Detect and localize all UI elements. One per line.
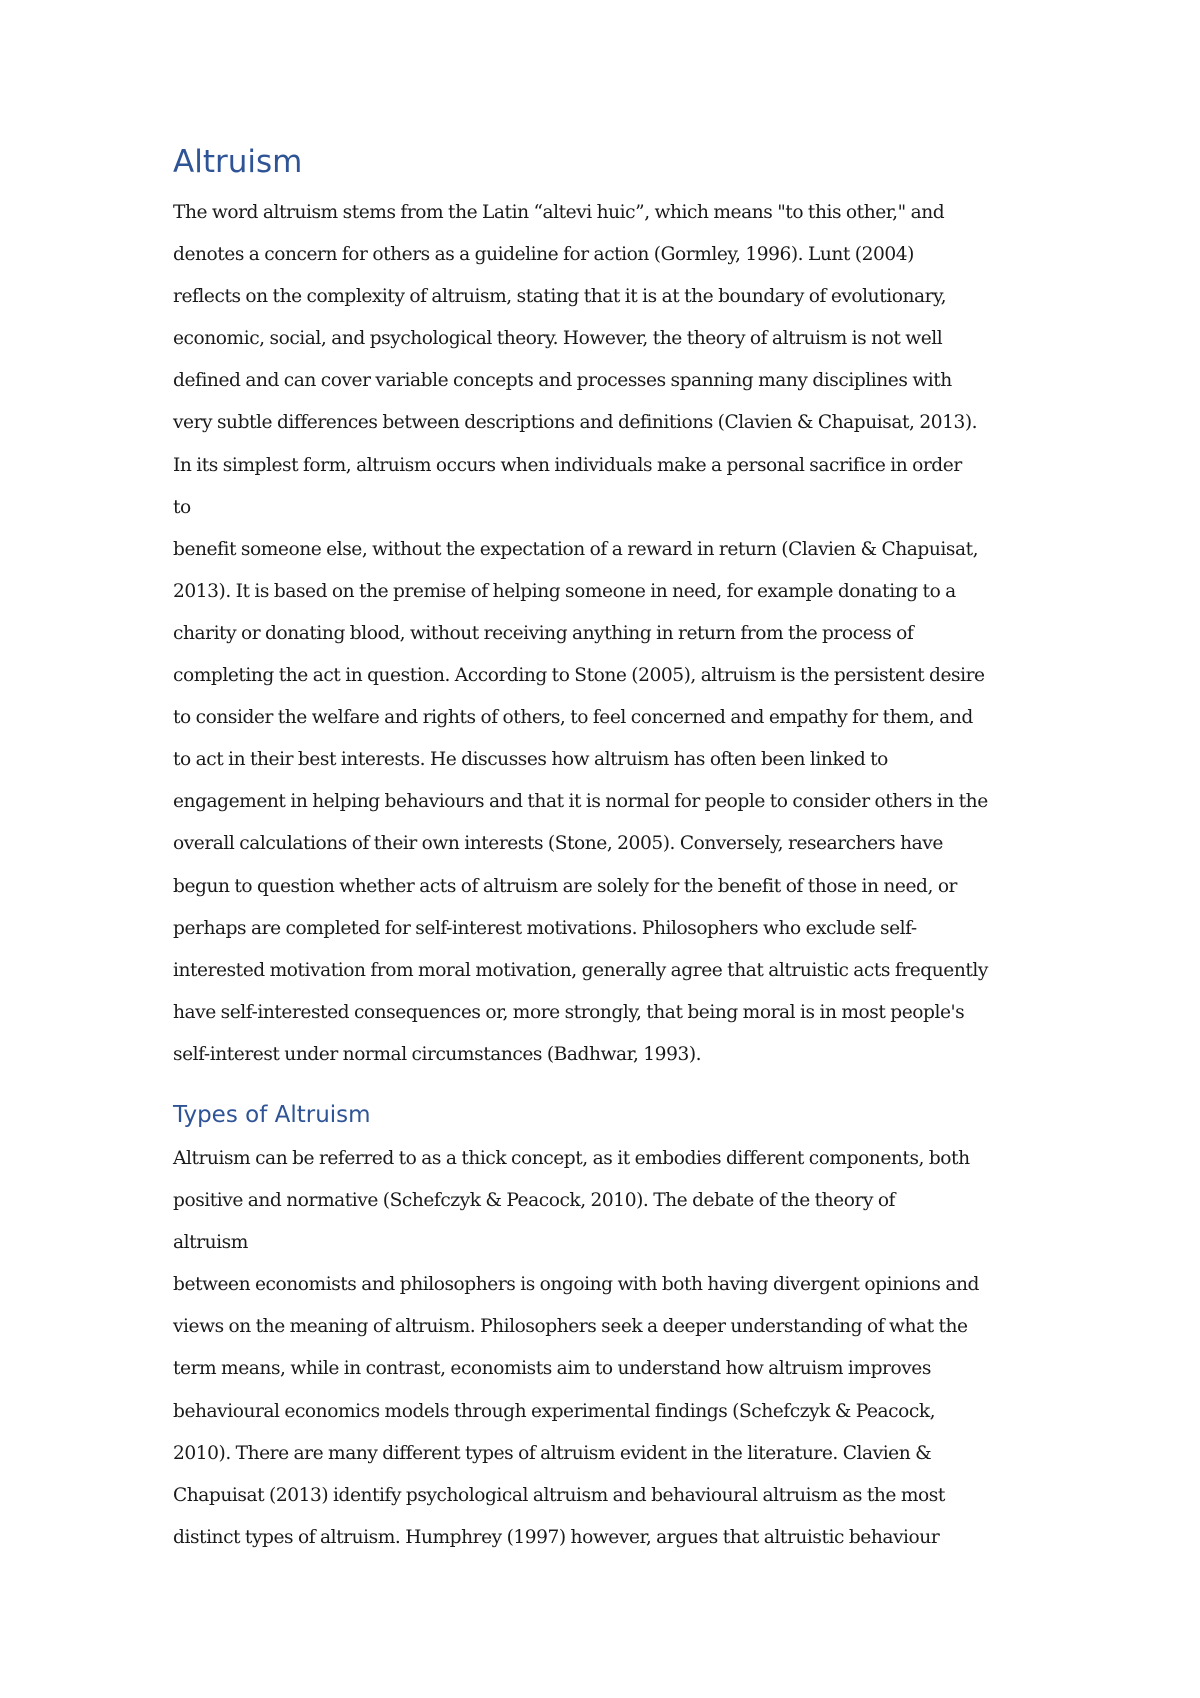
text-line: have self-interested consequences or, more strongly, that being moral is in most people's — [173, 1001, 965, 1023]
text-line: between economists and philosophers is ongoing with both having divergent opinions and — [173, 1274, 979, 1296]
text-line: Altruism can be referred to as a thick concept, as it embodies different components, both — [173, 1147, 970, 1169]
text-line: economic, social, and psychological theory. However, the theory of altruism is not well — [173, 328, 943, 350]
text-line: denotes a concern for others as a guideline for action (Gormley, 1996). Lunt (2004) — [173, 244, 914, 266]
text-line: In its simplest form, altruism occurs when individuals make a personal sacrifice in order — [173, 454, 962, 476]
text-line: reflects on the complexity of altruism, stating that it is at the boundary of evolutionary, — [173, 286, 947, 308]
text-line: The word altruism stems from the Latin “altevi huic”, which means "to this other," and — [173, 202, 945, 223]
paragraph-intro — [173, 192, 1053, 1076]
text-line: behavioural economics models through experimental findings (Schefczyk & Peacock, — [173, 1400, 936, 1422]
text-line: defined and can cover variable concepts and processes spanning many disciplines with — [173, 370, 952, 392]
document-title: Altruism — [173, 144, 303, 180]
text-line: overall calculations of their own interests (Stone, 2005). Conversely, researchers have — [173, 833, 943, 855]
text-line: distinct types of altruism. Humphrey (1997) however, argues that altruistic behaviour — [173, 1526, 940, 1548]
text-line: to — [173, 496, 191, 518]
section-heading: Types of Altruism — [173, 1101, 371, 1128]
document-content — [173, 140, 1053, 1559]
text-line: charity or donating blood, without receiving anything in return from the process of — [173, 622, 914, 644]
text-line: self-interest under normal circumstances (Badhwar, 1993). — [173, 1043, 702, 1065]
text-line: begun to question whether acts of altruism are solely for the benefit of those in need, or — [173, 875, 957, 897]
text-line: 2013). It is based on the premise of helping someone in need, for example donating to a — [173, 580, 956, 602]
text-line: to consider the welfare and rights of others, to feel concerned and empathy for them, and — [173, 707, 973, 729]
text-line: perhaps are completed for self-interest motivations. Philosophers who exclude self- — [173, 917, 917, 939]
paragraph-types — [173, 1138, 1053, 1559]
text-line: term means, while in contrast, economists aim to understand how altruism improves — [173, 1358, 931, 1380]
text-line: Chapuisat (2013) identify psychological altruism and behavioural altruism as the most — [173, 1484, 945, 1506]
text-line: benefit someone else, without the expectation of a reward in return (Clavien & Chapuisat, — [173, 538, 979, 560]
text-line: 2010). There are many different types of altruism evident in the literature. Clavien & — [173, 1442, 932, 1464]
text-line: altruism — [173, 1232, 248, 1254]
text-line: very subtle differences between descriptions and definitions (Clavien & Chapuisat, 2013). — [173, 412, 978, 434]
text-line: positive and normative (Schefczyk & Peacock, 2010). The debate of the theory of — [173, 1190, 895, 1212]
text-line: engagement in helping behaviours and that it is normal for people to consider others in the — [173, 791, 988, 813]
text-line: to act in their best interests. He discusses how altruism has often been linked to — [173, 749, 888, 771]
text-line: views on the meaning of altruism. Philosophers seek a deeper understanding of what the — [173, 1316, 968, 1338]
text-line: interested motivation from moral motivation, generally agree that altruistic acts frequently — [173, 959, 988, 981]
text-line: completing the act in question. According to Stone (2005), altruism is the persistent desire — [173, 665, 985, 687]
